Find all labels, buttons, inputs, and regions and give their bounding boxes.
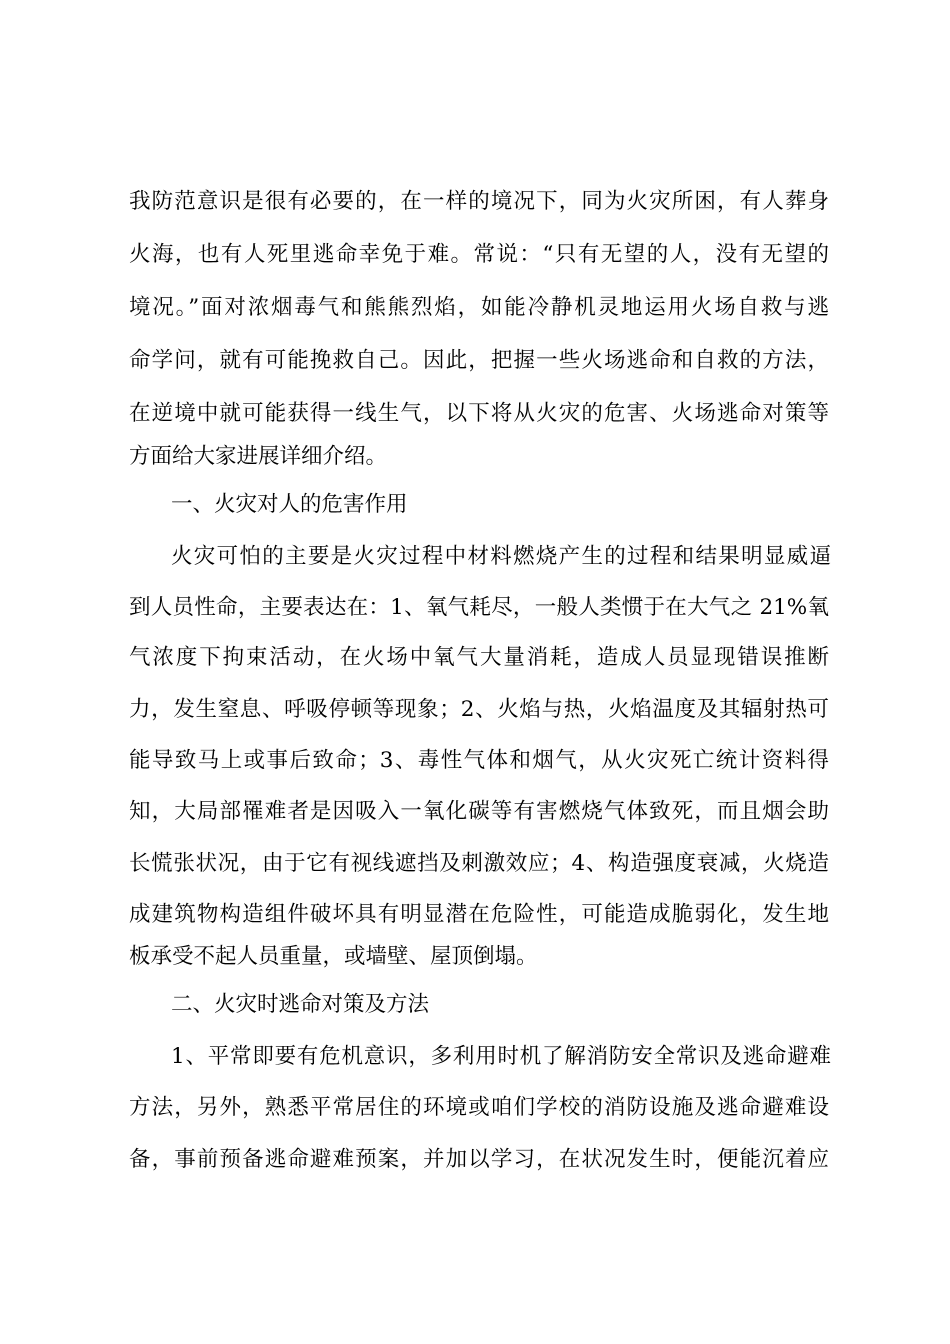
paragraph-line: 长慌张状况，由于它有视线遮挡及刺激效应；4、构造强度衰减，火烧造 xyxy=(129,851,829,876)
section-heading: 一、火灾对人的危害作用 xyxy=(171,492,408,517)
paragraph-line: 知，大局部罹难者是因吸入一氧化碳等有害燃烧气体致死，而且烟会助 xyxy=(129,799,829,824)
paragraph-line: 气浓度下拘束活动，在火场中氧气大量消耗，造成人员显现错误推断 xyxy=(129,645,829,670)
paragraph-line: 力，发生窒息、呼吸停顿等现象；2、火焰与热，火焰温度及其辐射热可 xyxy=(129,697,829,722)
paragraph-line: 到人员性命，主要表达在：1、氧气耗尽，一般人类惯于在大气之 21%氧 xyxy=(129,595,829,620)
paragraph-line: 备，事前预备逃命避难预案，并加以学习，在状况发生时，便能沉着应 xyxy=(129,1147,829,1172)
paragraph-line: 成建筑物构造组件破坏具有明显潜在危险性，可能造成脆弱化，发生地 xyxy=(129,902,829,927)
paragraph-line: 1、平常即要有危机意识，多利用时机了解消防安全常识及逃命避难 xyxy=(171,1044,831,1069)
paragraph-line: 火海，也有人死里逃命幸免于难。常说：“只有无望的人，没有无望的 xyxy=(129,242,829,267)
paragraph-line: 方面给大家进展详细介绍。 xyxy=(129,444,388,469)
section-heading: 二、火灾时逃命对策及方法 xyxy=(171,992,430,1017)
paragraph-line: 板承受不起人员重量，或墙壁、屋顶倒塌。 xyxy=(129,944,538,969)
paragraph-line: 命学问，就有可能挽救自己。因此，把握一些火场逃命和自救的方法， xyxy=(129,348,829,373)
paragraph-line: 火灾可怕的主要是火灾过程中材料燃烧产生的过程和结果明显威逼 xyxy=(171,544,831,569)
paragraph-line: 能导致马上或事后致命；3、毒性气体和烟气，从火灾死亡统计资料得 xyxy=(129,748,829,773)
paragraph-line: 在逆境中就可能获得一线生气，以下将从火灾的危害、火场逃命对策等 xyxy=(129,401,829,426)
paragraph-line: 我防范意识是很有必要的，在一样的境况下，同为火灾所困，有人葬身 xyxy=(129,189,829,214)
paragraph-line: 方法，另外，熟悉平常居住的环境或咱们学校的消防设施及逃命避难设 xyxy=(129,1095,829,1120)
paragraph-line: 境况。”面对浓烟毒气和熊熊烈焰，如能冷静机灵地运用火场自救与逃 xyxy=(129,295,829,320)
